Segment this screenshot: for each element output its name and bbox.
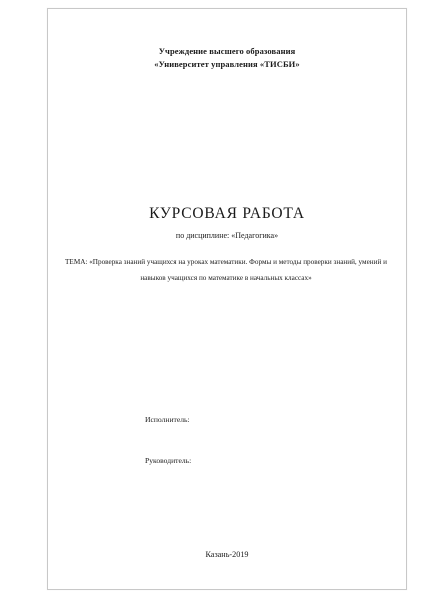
city-year: Казань-2019 <box>205 550 249 559</box>
institution-header <box>48 45 406 71</box>
discipline-line: по дисциплине: «Педагогика» <box>175 231 279 240</box>
document-title: КУРСОВАЯ РАБОТА <box>149 205 305 222</box>
executor-label: Исполнитель: <box>145 415 190 424</box>
supervisor-label: Руководитель: <box>145 456 192 465</box>
document-page <box>47 8 407 590</box>
theme-text: ТЕМА: «Проверка знаний учащихся на уроках математики. Формы и методы проверки знаний, умений и навыков учащихся по математике в начальных классах» <box>65 258 387 282</box>
institution-line-1: Учреждение высшего образования <box>158 46 296 56</box>
institution-line-2: «Университет управления «ТИСБИ» <box>154 59 300 69</box>
